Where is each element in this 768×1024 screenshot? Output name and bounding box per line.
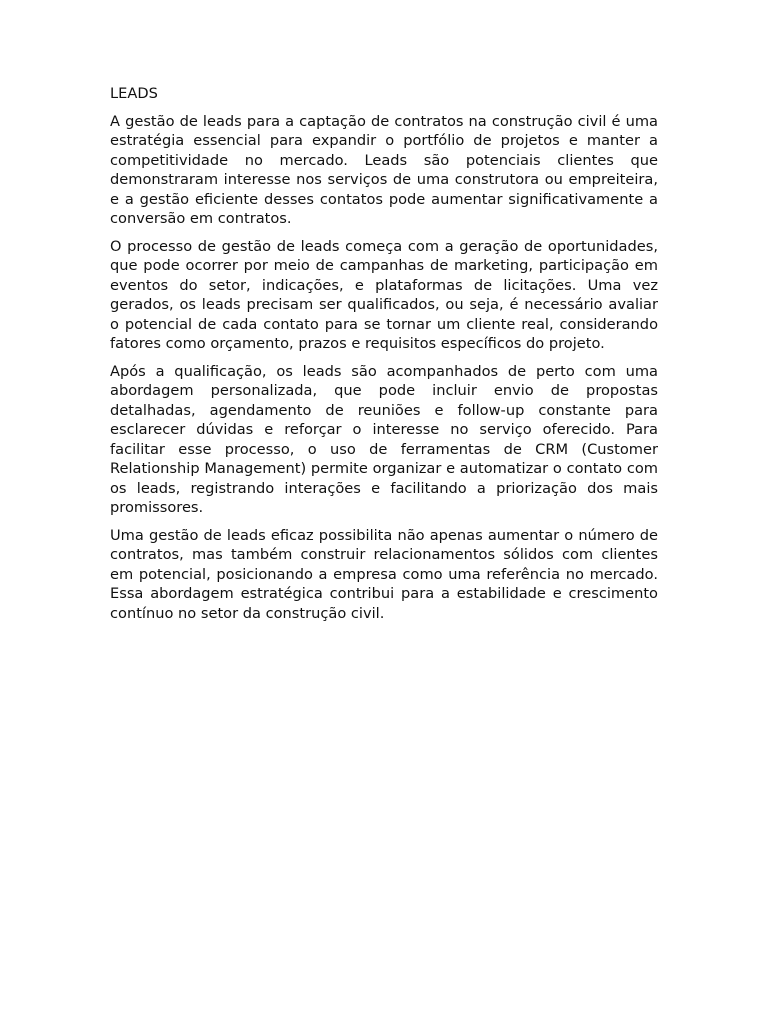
paragraph-1: A gestão de leads para a captação de contratos na construção civil é uma estratégia essencial para expandir o portfólio de projetos e manter a competitividade no mercado. Leads são potenciais clientes que demonstraram interesse nos serviços de uma construtora ou empreiteira, e a gestão eficiente desses contatos pode aumentar significativamente a conversão em contratos. bbox=[110, 112, 658, 227]
document-heading: LEADS bbox=[110, 85, 158, 102]
document-body bbox=[110, 84, 658, 631]
paragraph-3: Após a qualificação, os leads são acompanhados de perto com uma abordagem personalizada, que pode incluir envio de propostas detalhadas, agendamento de reuniões e follow-up constante para esclarecer dúvidas e reforçar o interesse no serviço oferecido. Para facilitar esse processo, o uso de ferramentas de CRM (Customer Relationship Management) permite organizar e automatizar o contato com os leads, registrando interações e facilitando a priorização dos mais promissores. bbox=[110, 362, 658, 516]
paragraph-4: Uma gestão de leads eficaz possibilita não apenas aumentar o número de contratos, mas também construir relacionamentos sólidos com clientes em potencial, posicionando a empresa como uma referência no mercado. Essa abordagem estratégica contribui para a estabilidade e crescimento contínuo no setor da construção civil. bbox=[110, 526, 658, 622]
paragraph-2: O processo de gestão de leads começa com a geração de oportunidades, que pode ocorrer por meio de campanhas de marketing, participação em eventos do setor, indicações, e plataformas de licitações. Uma vez gerados, os leads precisam ser qualificados, ou seja, é necessário avaliar o potencial de cada contato para se tornar um cliente real, considerando fatores como orçamento, prazos e requisitos específicos do projeto. bbox=[110, 237, 658, 352]
